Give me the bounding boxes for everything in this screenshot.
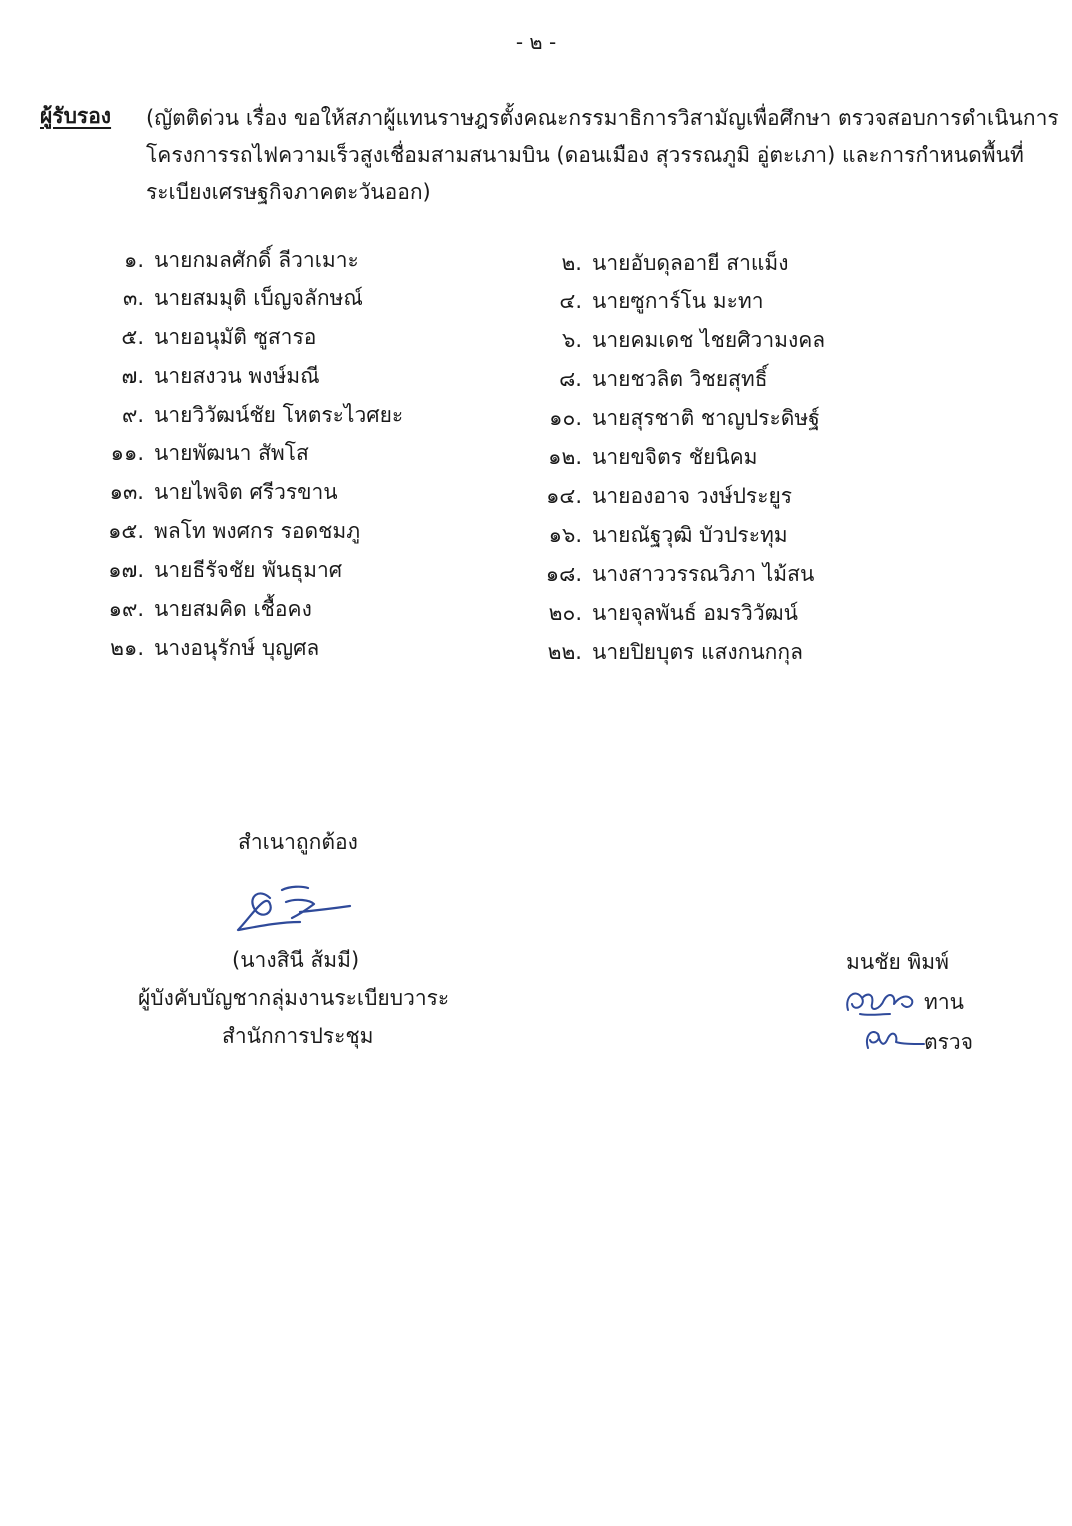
- sponsor-name: นายไพจิต ศรีวรขาน: [154, 480, 338, 504]
- list-item: [530, 481, 792, 511]
- sponsor-number: ๑๔.: [546, 484, 582, 508]
- sponsor-name: นางสาววรรณวิภา ไม้สน: [592, 562, 815, 586]
- sponsor-name: นายปิยบุตร แสงกนกกุล: [592, 640, 803, 664]
- sponsor-name: นายซูการ์โน มะทา: [592, 289, 764, 313]
- list-item: [530, 559, 814, 589]
- sponsor-name: นายอับดุลอายี สาแม็ง: [592, 251, 789, 275]
- sponsor-number: ๑๓.: [109, 480, 144, 504]
- list-item: [92, 438, 309, 468]
- list-item: [530, 520, 788, 550]
- sponsor-number: ๖.: [561, 328, 582, 352]
- list-item: [530, 637, 803, 667]
- list-item: [92, 245, 359, 275]
- sponsor-name: นายอนุมัติ ซูสารอ: [154, 325, 317, 349]
- sponsor-name: นายชวลิต วิชยสุทธิ์: [592, 367, 768, 391]
- sponsor-number: ๑๕.: [108, 519, 144, 543]
- list-item: [530, 364, 768, 394]
- certified-copy-label: สำเนาถูกต้อง: [238, 830, 358, 854]
- sponsor-number: ๙.: [121, 403, 144, 427]
- list-item: [530, 598, 798, 628]
- sponsor-number: ๑๘.: [545, 562, 582, 586]
- sponsor-number: ๑๐.: [549, 406, 582, 430]
- sponsor-name: นางอนุรักษ์ บุญศล: [154, 636, 320, 660]
- sponsor-number: ๒๐.: [548, 601, 582, 625]
- signer-title: ผู้บังคับบัญชากลุ่มงานระเบียบวาระ: [138, 986, 450, 1010]
- sponsor-name: นายขจิตร ชัยนิคม: [592, 445, 758, 469]
- sponsor-name: นายสงวน พงษ์มณี: [154, 364, 320, 388]
- list-item: [92, 477, 338, 507]
- list-item: [530, 442, 758, 472]
- initials-mark: [858, 1024, 928, 1054]
- list-item: [530, 325, 825, 355]
- motion-intro: [146, 100, 1059, 211]
- signer-name: (นางสินี ส้มมี): [232, 948, 360, 972]
- sponsor-name: นายสมมุติ เบ็ญจลักษณ์: [154, 286, 363, 310]
- sponsor-name: นายวิวัฒน์ชัย โหตระไวศยะ: [154, 403, 404, 427]
- sponsor-name: นายจุลพันธ์ อมรวิวัฒน์: [592, 601, 798, 625]
- list-item: [530, 248, 789, 278]
- signer-office: สำนักการประชุม: [222, 1024, 374, 1048]
- list-item: [92, 555, 342, 585]
- sponsor-number: ๑๗.: [108, 558, 144, 582]
- signature-mark: [230, 878, 360, 940]
- sponsor-number: ๑๒.: [548, 445, 582, 469]
- sponsor-number: ๒.: [561, 251, 582, 275]
- sponsor-name: นายองอาจ วงษ์ประยูร: [592, 484, 793, 508]
- list-item: [530, 403, 820, 433]
- sponsor-number: ๘.: [559, 367, 582, 391]
- sponsor-number: ๕.: [121, 325, 144, 349]
- typist-name: มนชัย พิมพ์: [846, 950, 949, 974]
- sponsor-number: ๗.: [121, 364, 144, 388]
- list-item: [92, 400, 403, 430]
- sponsor-name: นายณัฐวุฒิ บัวประทุม: [592, 523, 788, 547]
- intro-line: ระเบียงเศรษฐกิจภาคตะวันออก): [146, 180, 431, 204]
- sponsor-name: นายคมเดช ไชยศิวามงคล: [592, 328, 826, 352]
- intro-line: (ญัตติด่วน เรื่อง ขอให้สภาผู้แทนราษฎรตั้งคณะกรรมาธิการวิสามัญเพื่อศึกษา ตรวจสอบการดำเนินการ: [146, 106, 1059, 130]
- list-item: [92, 283, 363, 313]
- sponsor-name: นายพัฒนา สัพโส: [154, 441, 309, 465]
- sponsor-name: นายสมคิด เชื้อคง: [154, 597, 312, 621]
- sponsor-name: พลโท พงศกร รอดชมภู: [154, 519, 361, 543]
- intro-line: โครงการรถไฟความเร็วสูงเชื่อมสามสนามบิน (ดอนเมือง สุวรรณภูมิ อู่ตะเภา) และการกำหนดพื้นที่: [146, 143, 1024, 167]
- sponsor-name: นายธีรัจชัย พันธุมาศ: [154, 558, 343, 582]
- sponsor-number: ๒๑.: [110, 636, 144, 660]
- sponsor-number: ๑๙.: [108, 597, 144, 621]
- sponsor-number: ๒๒.: [547, 640, 582, 664]
- list-item: [530, 286, 764, 316]
- heading-label: ผู้รับรอง: [40, 104, 112, 128]
- sponsor-number: ๑๑.: [110, 441, 144, 465]
- sponsor-number: ๓.: [122, 286, 144, 310]
- typist-label: ทาน: [924, 990, 964, 1014]
- checker-label: ตรวจ: [924, 1030, 974, 1054]
- list-item: [92, 594, 312, 624]
- page-number: - ๒ -: [515, 30, 557, 54]
- list-item: [92, 322, 316, 352]
- sponsor-number: ๑.: [123, 248, 144, 272]
- sponsor-name: นายสุรชาติ ชาญประดิษฐ์: [592, 406, 820, 430]
- initials-mark: [840, 984, 926, 1018]
- sponsor-number: ๔.: [559, 289, 582, 313]
- sponsor-name: นายกมลศักดิ์ ลีวาเมาะ: [154, 248, 359, 272]
- list-item: [92, 361, 320, 391]
- list-item: [92, 633, 319, 663]
- list-item: [92, 516, 360, 546]
- sponsor-number: ๑๖.: [548, 523, 582, 547]
